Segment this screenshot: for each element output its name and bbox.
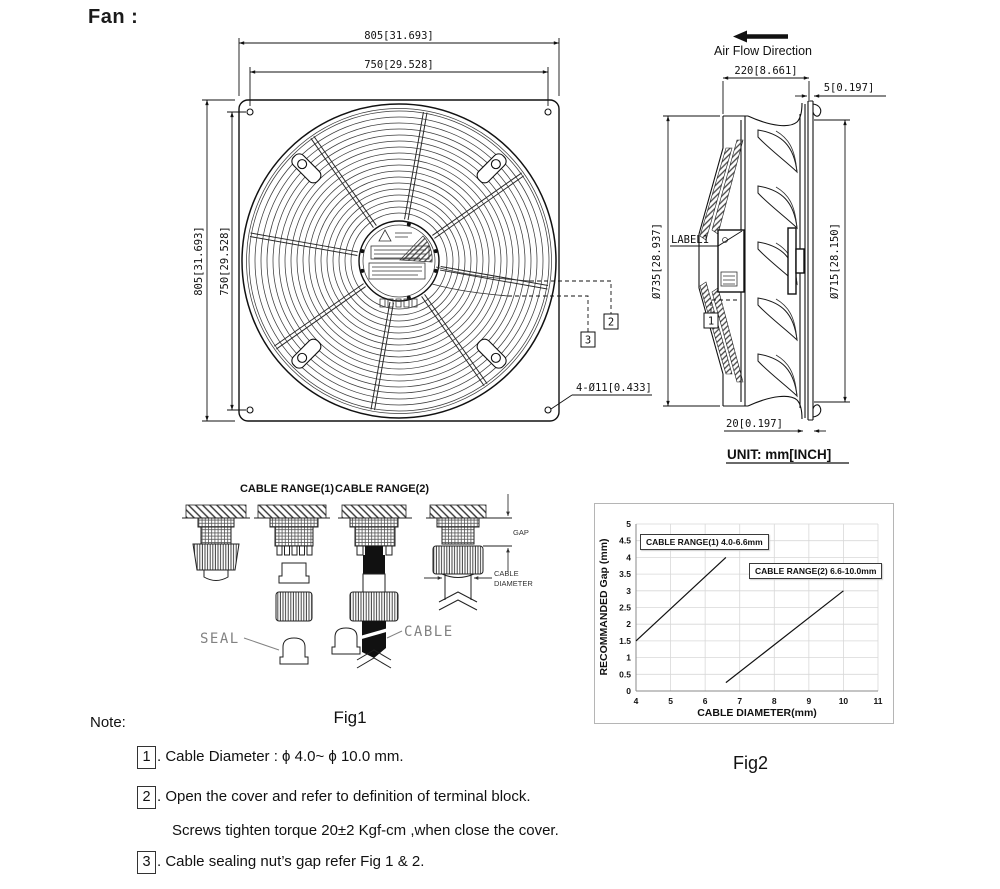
cable-label: CABLE [404,624,454,640]
cable-diameter-label-2: DIAMETER [494,579,533,588]
svg-text:3.5: 3.5 [619,569,631,580]
svg-text:4: 4 [626,552,631,563]
svg-text:6: 6 [702,696,708,706]
svg-text:0: 0 [626,686,631,696]
fig2-chart [594,503,894,724]
y-axis-title: RECOMMANDED Gap (mm) [598,538,610,676]
fig2-caption: Fig2 [733,753,769,773]
callout-2 [604,314,618,329]
svg-text:1: 1 [626,652,631,663]
dim-flange-thickness: 5[0.197] [823,82,875,94]
svg-text:8: 8 [771,696,777,706]
gland-exploded-with-cable [332,518,398,668]
note-item-2 [137,786,531,809]
svg-text:7: 7 [737,696,743,706]
callout-2-label: 2 [607,316,615,329]
cable-part [362,621,386,658]
gap-label: GAP [513,528,529,537]
gland-assembled [193,518,239,581]
callout-3 [581,332,595,347]
callout-1-label: 1 [707,315,715,328]
svg-text:3: 3 [626,585,631,596]
air-flow-arrow-icon [733,31,788,43]
svg-text:0.5: 0.5 [619,669,631,680]
svg-text:2: 2 [626,619,631,630]
seal-label: SEAL [200,631,240,647]
fig1-caption: Fig1 [333,708,367,727]
svg-text:4: 4 [633,696,639,706]
unit-note: UNIT: mm[INCH] [727,447,832,462]
terminal-box [718,230,744,292]
series-2-label-box: CABLE RANGE(2) 6.6-10.0mm [749,563,882,579]
dim-depth: 220[8.661] [734,65,798,77]
side-view [651,31,886,464]
note-2-continuation: Screws tighten torque 20±2 Kgf-cm ,when close the cover. [172,822,559,839]
dim-lip-depth: 20[0.197] [726,418,783,430]
cable-range-2-title: CABLE RANGE(2) [334,483,430,495]
x-axis-title: CABLE DIAMETER(mm) [697,707,817,719]
cable-diameter-label-1: CABLE [494,569,519,578]
dim-opening-diameter: Ø715[28.150] [829,223,841,299]
note-1-number-box: 1 [137,746,156,769]
svg-text:9: 9 [806,696,812,706]
dim-width-outer: 805[31.693] [364,30,434,42]
gland-exploded [270,518,318,664]
notes-heading: Note: [90,714,126,731]
svg-text:1.5: 1.5 [619,635,631,646]
note-2-text: . Open the cover and refer to definition of terminal block. [157,788,531,805]
air-flow-label: Air Flow Direction [714,44,812,58]
svg-text:10: 10 [838,696,849,706]
gland-installed [433,518,483,610]
series-1-label-box: CABLE RANGE(1) 4.0-6.6mm [640,534,769,550]
cable-range-1-title: CABLE RANGE(1) [239,483,335,495]
note-3-number-box: 3 [137,851,156,874]
fig1-cable-gland-drawing [160,478,570,730]
svg-text:2.5: 2.5 [619,602,631,613]
dim-width-inner: 750[29.528] [364,59,434,71]
note-item-3 [137,851,424,874]
seal-part [280,638,308,664]
callout-1 [704,313,718,328]
svg-text:11: 11 [873,696,883,706]
wall-plate [808,101,813,420]
svg-text:4.5: 4.5 [619,535,631,546]
callout-3-label: 3 [584,334,592,347]
note-3-text: . Cable sealing nut’s gap refer Fig 1 & 2. [157,853,425,870]
mounting-holes-label: 4-Ø11[0.433] [576,382,652,394]
page-title: Fan : [88,6,139,28]
note-item-1 [137,746,403,769]
label1-text: LABEL1 [671,234,709,246]
front-view [193,30,652,421]
note-2-number-box: 2 [137,786,156,809]
svg-text:5: 5 [626,519,631,529]
dim-height-outer: 805[31.693] [193,226,205,296]
svg-text:5: 5 [668,696,673,706]
note-1-text: . Cable Diameter : ϕ 4.0~ ϕ 10.0 mm. [157,748,404,765]
dim-fan-diameter: Ø735[28.937] [651,223,663,299]
dim-height-inner: 750[29.528] [219,226,231,296]
